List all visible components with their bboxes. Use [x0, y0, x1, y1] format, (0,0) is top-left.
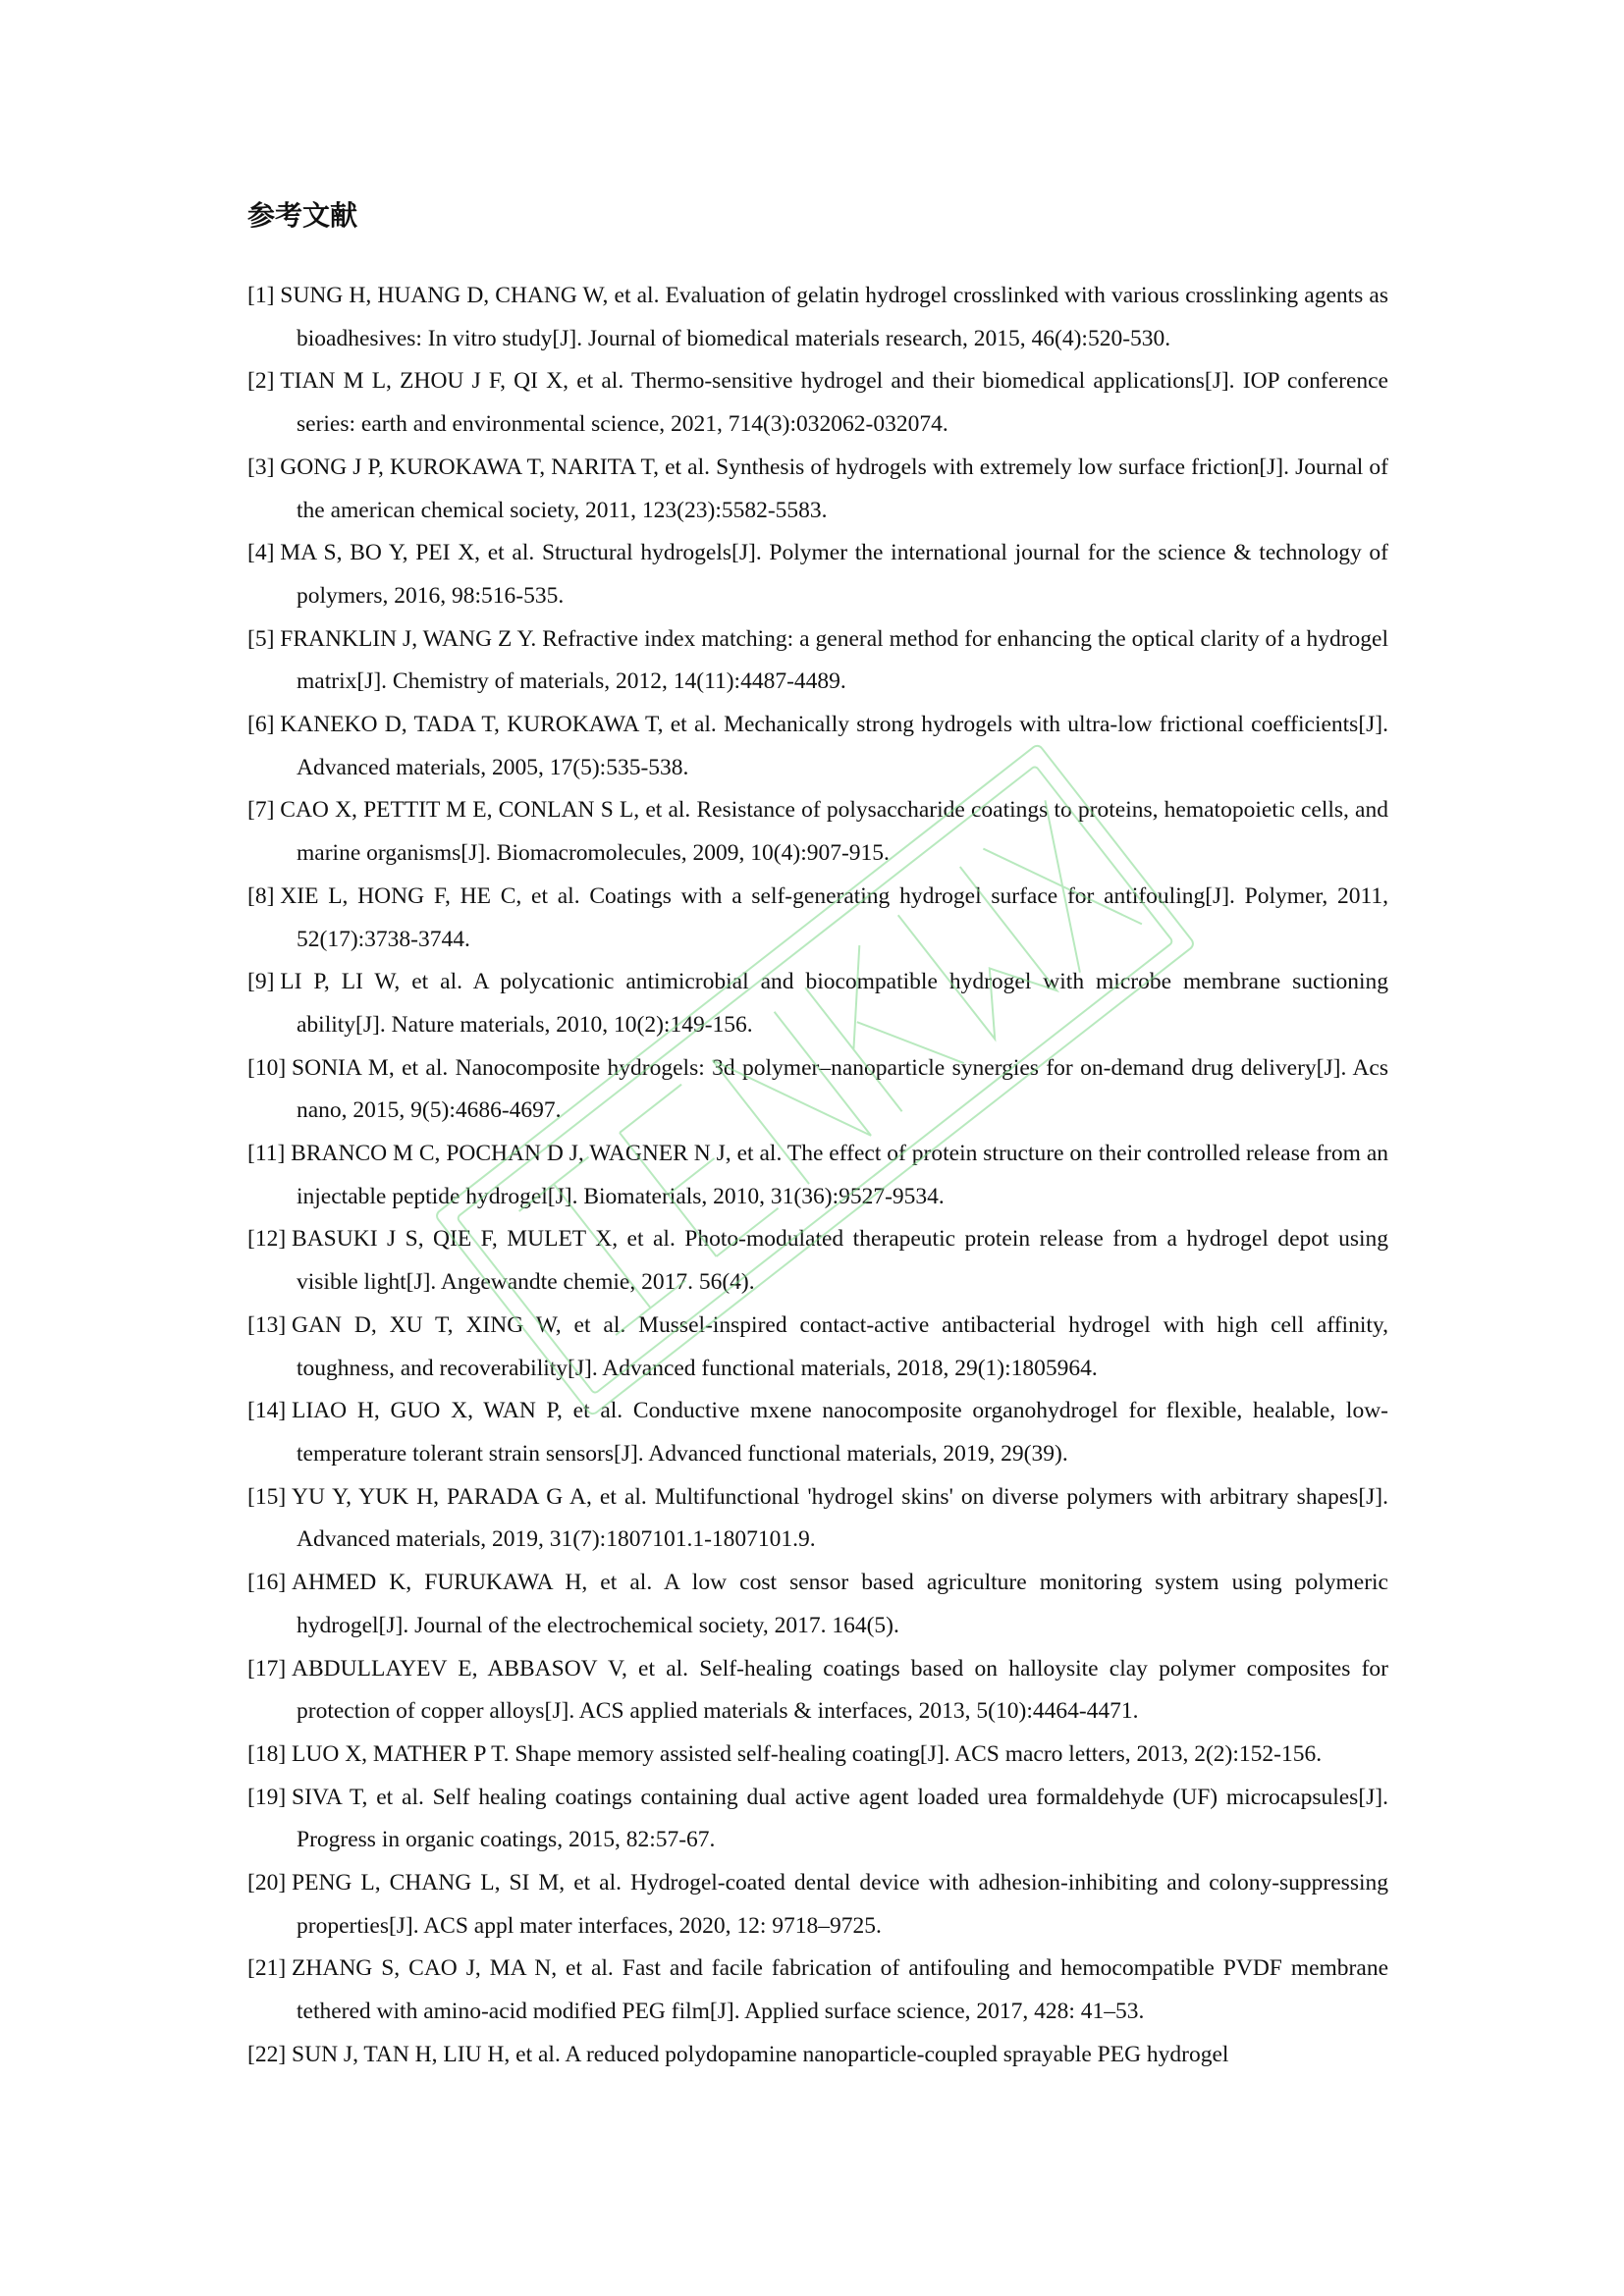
reference-number: [1]: [247, 283, 275, 308]
reference-item: [247, 1562, 1388, 1647]
reference-number: [13]: [247, 1311, 287, 1338]
reference-text: ZHANG S, CAO J, MA N, et al. Fast and facile fabrication of antifouling and hemocompatible PVDF membrane tethered with amino-acid modified PEG film[J]. Applied surface science, 2017, 428: 41–53.: [292, 1955, 1388, 2025]
reference-text: SUN J, TAN H, LIU H, et al. A reduced polydopamine nanoparticle-coupled sprayable PEG hydrogel: [292, 2041, 1229, 2067]
reference-text: GAN D, XU T, XING W, et al. Mussel-inspired contact-active antibacterial hydrogel with high cell affinity, toughness, and recoverability[J]. Advanced functional materials, 2018, 29(1):1805964.: [292, 1311, 1388, 1381]
reference-item: [247, 1133, 1388, 1218]
reference-number: [2]: [247, 368, 275, 395]
reference-item: [247, 1948, 1388, 2033]
reference-item: [247, 1305, 1388, 1390]
reference-number: [20]: [247, 1870, 287, 1896]
reference-item: [247, 1734, 1388, 1777]
reference-text: SONIA M, et al. Nanocomposite hydrogels: 3d polymer–nanoparticle synergies for on-demand drug delivery[J]. Acs nano, 2015, 9(5):4686-4697.: [292, 1054, 1388, 1124]
references-heading: 参考文献: [247, 199, 358, 232]
reference-text: BRANCO M C, POCHAN D J, WAGNER N J, et al. The effect of protein structure on their controlled release from an injectable peptide hydrogel[J]. Biomaterials, 2010, 31(36):9527-9534.: [291, 1141, 1388, 1209]
reference-item: [247, 1777, 1388, 1862]
reference-text: LIAO H, GUO X, WAN P, et al. Conductive mxene nanocomposite organohydrogel for flexible, healable, low-temperature tolerant strain sensors[J]. Advanced functional materials, 2019, 29(39).: [292, 1398, 1388, 1467]
reference-item: [247, 360, 1388, 446]
reference-number: [16]: [247, 1570, 287, 1596]
reference-number: [15]: [247, 1483, 287, 1510]
reference-item: [247, 704, 1388, 789]
reference-text: CAO X, PETTIT M E, CONLAN S L, et al. Resistance of polysaccharide coatings to proteins, hematopoietic cells, and marine organisms[J]. Biomacromolecules, 2009, 10(4):907-915.: [280, 797, 1388, 867]
reference-number: [18]: [247, 1740, 287, 1767]
reference-item: [247, 1476, 1388, 1562]
reference-item: [247, 1218, 1388, 1304]
reference-number: [7]: [247, 797, 275, 824]
reference-item: [247, 789, 1388, 875]
reference-text: MA S, BO Y, PEI X, et al. Structural hydrogels[J]. Polymer the international journal for the science & technology of polymers, 2016, 98:516-535.: [280, 540, 1388, 609]
reference-item: [247, 876, 1388, 961]
reference-text: FRANKLIN J, WANG Z Y. Refractive index matching: a general method for enhancing the optical clarity of a hydrogel matrix[J]. Chemistry of materials, 2012, 14(11):4487-4489.: [280, 625, 1388, 695]
reference-number: [3]: [247, 454, 275, 480]
reference-text: BASUKI J S, QIE F, MULET X, et al. Photo-modulated therapeutic protein release from a hydrogel depot using visible light[J]. Angewandte chemie, 2017. 56(4).: [292, 1226, 1388, 1296]
reference-list: [247, 275, 1388, 2077]
reference-number: [11]: [247, 1141, 286, 1167]
reference-text: TIAN M L, ZHOU J F, QI X, et al. Thermo-sensitive hydrogel and their biomedical applications[J]. IOP conference series: earth and environmental science, 2021, 714(3):032062-032074.: [280, 368, 1388, 438]
reference-item: [247, 2034, 1388, 2077]
reference-item: [247, 1862, 1388, 1948]
reference-text: SIVA T, et al. Self healing coatings containing dual active agent loaded urea formaldehyde (UF) microcapsules[J]. Progress in organic coatings, 2015, 82:57-67.: [292, 1784, 1388, 1853]
reference-number: [10]: [247, 1054, 287, 1081]
reference-number: [14]: [247, 1398, 287, 1424]
reference-text: ABDULLAYEV E, ABBASOV V, et al. Self-healing coatings based on halloysite clay polymer composites for protection of copper alloys[J]. ACS applied materials & interfaces, 2013, 5(10):4464-4471.: [292, 1655, 1388, 1725]
reference-text: GONG J P, KUROKAWA T, NARITA T, et al. Synthesis of hydrogels with extremely low surface friction[J]. Journal of the american chemical society, 2011, 123(23):5582-5583.: [280, 454, 1388, 523]
reference-text: SUNG H, HUANG D, CHANG W, et al. Evaluation of gelatin hydrogel crosslinked with various crosslinking agents as bioadhesives: In vitro study[J]. Journal of biomedical materials research, 2015, 46(4):520-530.: [280, 283, 1388, 351]
reference-number: [22]: [247, 2041, 287, 2067]
reference-number: [6]: [247, 712, 275, 738]
reference-text: AHMED K, FURUKAWA H, et al. A low cost sensor based agriculture monitoring system using polymeric hydrogel[J]. Journal of the electrochemical society, 2017. 164(5).: [292, 1570, 1388, 1638]
reference-item: [247, 961, 1388, 1046]
reference-number: [9]: [247, 969, 275, 995]
reference-item: [247, 1047, 1388, 1133]
reference-text: XIE L, HONG F, HE C, et al. Coatings with a self-generating hydrogel surface for antifouling[J]. Polymer, 2011, 52(17):3738-3744.: [280, 882, 1388, 952]
reference-number: [12]: [247, 1226, 287, 1253]
reference-item: [247, 618, 1388, 704]
reference-number: [5]: [247, 625, 275, 652]
reference-text: LI P, LI W, et al. A polycationic antimicrobial and biocompatible hydrogel with microbe membrane suctioning ability[J]. Nature materials, 2010, 10(2):149-156.: [280, 969, 1388, 1038]
reference-number: [21]: [247, 1955, 287, 1982]
reference-text: KANEKO D, TADA T, KUROKAWA T, et al. Mechanically strong hydrogels with ultra‐low frictional coefficients[J]. Advanced materials, 2005, 17(5):535-538.: [280, 712, 1388, 780]
reference-text: PENG L, CHANG L, SI M, et al. Hydrogel-coated dental device with adhesion-inhibiting and colony-suppressing properties[J]. ACS appl mater interfaces, 2020, 12: 9718–9725.: [292, 1870, 1388, 1939]
reference-text: LUO X, MATHER P T. Shape memory assisted self-healing coating[J]. ACS macro letters, 2013, 2(2):152-156.: [292, 1740, 1323, 1767]
reference-text: YU Y, YUK H, PARADA G A, et al. Multifunctional 'hydrogel skins' on diverse polymers with arbitrary shapes[J]. Advanced materials, 2019, 31(7):1807101.1-1807101.9.: [292, 1483, 1388, 1553]
reference-item: [247, 275, 1388, 360]
reference-number: [8]: [247, 882, 275, 909]
reference-number: [19]: [247, 1784, 287, 1810]
document-page: [247, 196, 1388, 2077]
reference-item: [247, 1390, 1388, 1475]
reference-item: [247, 447, 1388, 532]
reference-item: [247, 1648, 1388, 1734]
reference-number: [17]: [247, 1655, 287, 1682]
reference-number: [4]: [247, 540, 275, 566]
reference-item: [247, 532, 1388, 617]
